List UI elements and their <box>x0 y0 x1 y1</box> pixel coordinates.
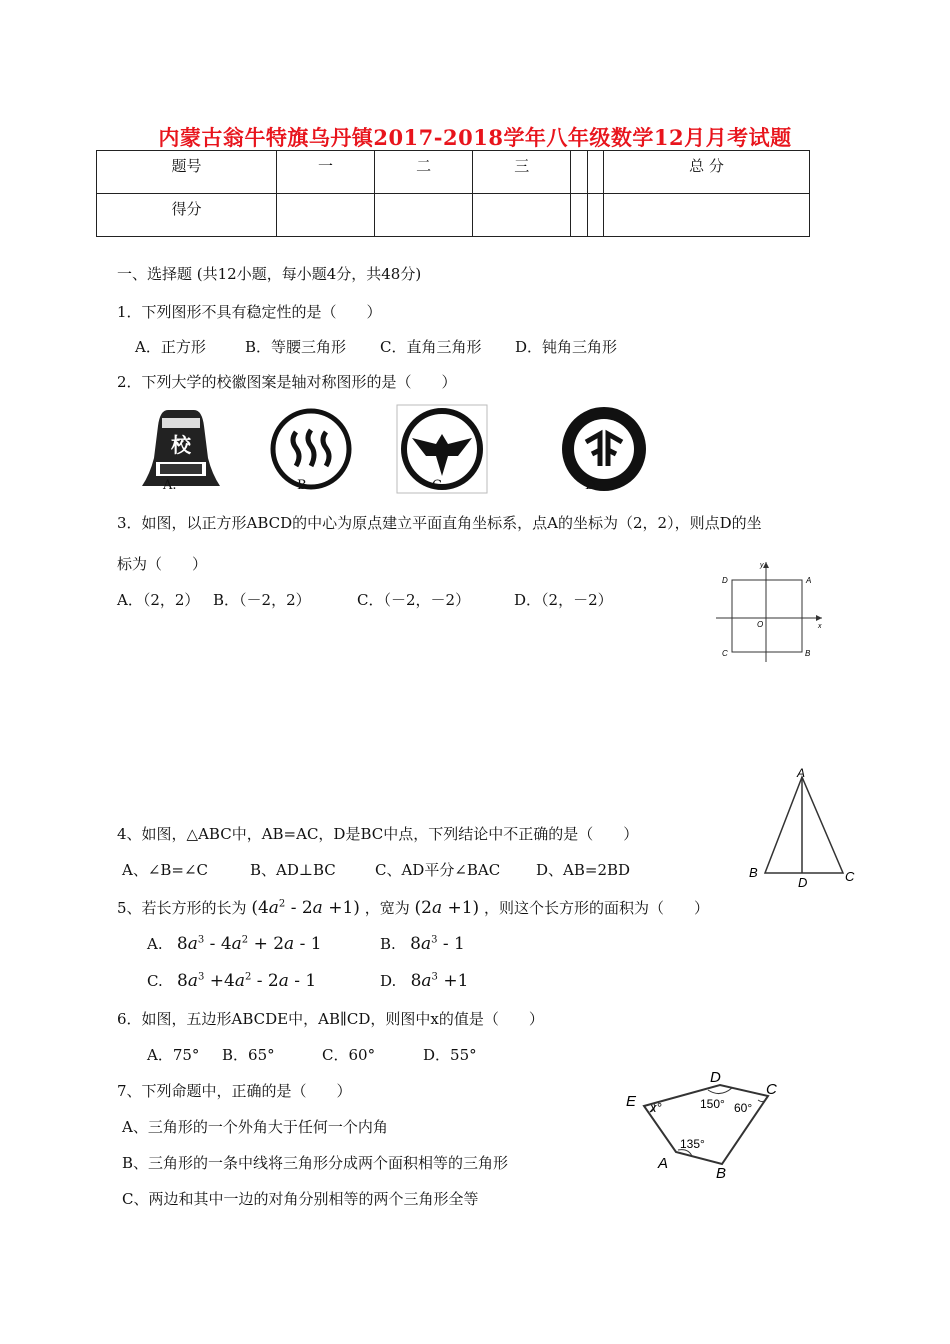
q1-option-b[interactable]: B．等腰三角形 <box>245 338 347 356</box>
option-label: B. <box>380 935 396 953</box>
emblem-a-label: A. <box>163 478 177 493</box>
label-o: O <box>757 620 764 629</box>
q1-option-c[interactable]: C．直角三角形 <box>380 338 482 356</box>
q5-text-a: 5、若长方形的长为 <box>117 899 247 917</box>
q6-option-b[interactable]: B．65° <box>222 1046 275 1064</box>
q4-option-a[interactable]: A、∠B=∠C <box>122 861 209 879</box>
q5-option-c[interactable]: C. $8a^3 +4a^2 - 2a - 1$ <box>147 971 317 991</box>
label-y: y <box>760 562 764 569</box>
label-60: 60° <box>734 1101 753 1115</box>
table-cell[interactable] <box>587 194 603 237</box>
option-label: C. <box>147 972 163 990</box>
option-label: D. <box>380 972 397 990</box>
emblem-a-icon[interactable] <box>138 404 224 492</box>
q5-option-d[interactable]: D. $8a^3 +1$ <box>380 971 469 991</box>
square-coordinate-figure <box>712 558 830 666</box>
table-cell[interactable] <box>604 194 810 237</box>
page-title: 内蒙古翁牛特旗乌丹镇2017-2018学年八年级数学12月月考试题 <box>158 125 792 150</box>
table-cell[interactable] <box>276 194 374 237</box>
table-cell: 一 <box>276 151 374 194</box>
table-cell: 得分 <box>97 194 277 237</box>
q4-option-d[interactable]: D、AB=2BD <box>536 861 631 879</box>
label-d: D <box>710 1069 721 1086</box>
table-cell <box>587 151 603 194</box>
label-x: x° <box>650 1100 662 1115</box>
label-b: B <box>716 1165 727 1182</box>
emblem-b-label: B. <box>297 478 311 493</box>
q5-text-c: ，则这个长方形的面积为（ ） <box>483 899 709 917</box>
q6-option-c[interactable]: C．60° <box>322 1046 376 1064</box>
label-b: B <box>805 649 811 658</box>
section-heading: 一、选择题 (共12小题，每小题4分，共48分) <box>117 265 422 283</box>
q3-option-b[interactable]: B．（－2，2） <box>213 591 311 609</box>
svg-text:校: 校 <box>171 435 191 457</box>
label-c: C <box>845 869 855 884</box>
q3-option-a[interactable]: A．（2，2） <box>117 591 200 609</box>
question-3-line1: 3．如图，以正方形ABCD的中心为原点建立平面直角坐标系，点A的坐标为（2，2），则点D的坐 <box>117 514 762 532</box>
label-a: A <box>658 1155 669 1172</box>
table-row <box>97 151 810 194</box>
table-cell: 题号 <box>97 151 277 194</box>
table-cell[interactable] <box>375 194 473 237</box>
label-135: 135° <box>680 1137 705 1151</box>
label-d: D <box>798 875 808 890</box>
question-6: 6．如图，五边形ABCDE中，AB∥CD，则图中x的值是（ ） <box>117 1010 544 1028</box>
q5-option-b[interactable]: B. $8a^3 - 1$ <box>380 934 465 954</box>
emblem-d-icon[interactable] <box>558 404 650 494</box>
q3-option-d[interactable]: D．（2，－2） <box>514 591 613 609</box>
table-cell: 二 <box>375 151 473 194</box>
q5-option-a[interactable]: A. $8a^3 - 4a^2 + 2a - 1$ <box>147 934 322 954</box>
question-5 <box>117 897 709 918</box>
q7-option-a[interactable]: A、三角形的一个外角大于任何一个内角 <box>122 1118 388 1136</box>
q5-length-expression: $(4a^2 - 2a +1)$ <box>251 898 360 918</box>
q1-option-a[interactable]: A．正方形 <box>135 338 206 356</box>
q6-option-a[interactable]: A．75° <box>147 1046 200 1064</box>
table-cell: 三 <box>473 151 571 194</box>
q4-option-c[interactable]: C、AD平分∠BAC <box>375 861 501 879</box>
emblem-d-label: D. <box>585 478 600 493</box>
isosceles-triangle-figure <box>745 765 865 890</box>
q7-option-c[interactable]: C、两边和其中一边的对角分别相等的两个三角形全等 <box>122 1190 479 1208</box>
question-7: 7、下列命题中，正确的是（ ） <box>117 1082 352 1100</box>
question-3-line2: 标为（ ） <box>117 555 208 573</box>
label-c: C <box>766 1081 777 1098</box>
q6-option-d[interactable]: D．55° <box>423 1046 477 1064</box>
label-c: C <box>722 649 728 658</box>
label-e: E <box>626 1093 637 1110</box>
table-row <box>97 194 810 237</box>
label-d: D <box>722 576 728 585</box>
q5-text-b: ，宽为 <box>364 899 410 917</box>
q1-option-d[interactable]: D．钝角三角形 <box>515 338 618 356</box>
q7-option-b[interactable]: B、三角形的一条中线将三角形分成两个面积相等的三角形 <box>122 1154 509 1172</box>
emblem-b-icon[interactable] <box>266 404 356 494</box>
pentagon-figure <box>620 1060 790 1185</box>
score-table <box>96 150 810 237</box>
q5-width-expression: (2a +1) <box>414 898 480 918</box>
table-cell <box>571 151 587 194</box>
label-a: A <box>806 576 812 585</box>
question-4: 4、如图，△ABC中，AB=AC，D是BC中点，下列结论中不正确的是（ ） <box>117 825 639 843</box>
q4-option-b[interactable]: B、AD⊥BC <box>250 861 336 879</box>
table-cell[interactable] <box>473 194 571 237</box>
label-a: A <box>797 766 806 780</box>
label-b: B <box>749 865 758 880</box>
q3-option-c[interactable]: C．（－2，－2） <box>357 591 471 609</box>
question-2: 2．下列大学的校徽图案是轴对称图形的是（ ） <box>117 373 457 391</box>
table-cell[interactable] <box>571 194 587 237</box>
label-150: 150° <box>700 1097 725 1111</box>
label-x: x <box>818 623 822 630</box>
option-label: A. <box>147 935 163 953</box>
emblem-c-label: C. <box>432 478 446 493</box>
question-1: 1．下列图形不具有稳定性的是（ ） <box>117 303 382 321</box>
table-cell: 总 分 <box>604 151 810 194</box>
